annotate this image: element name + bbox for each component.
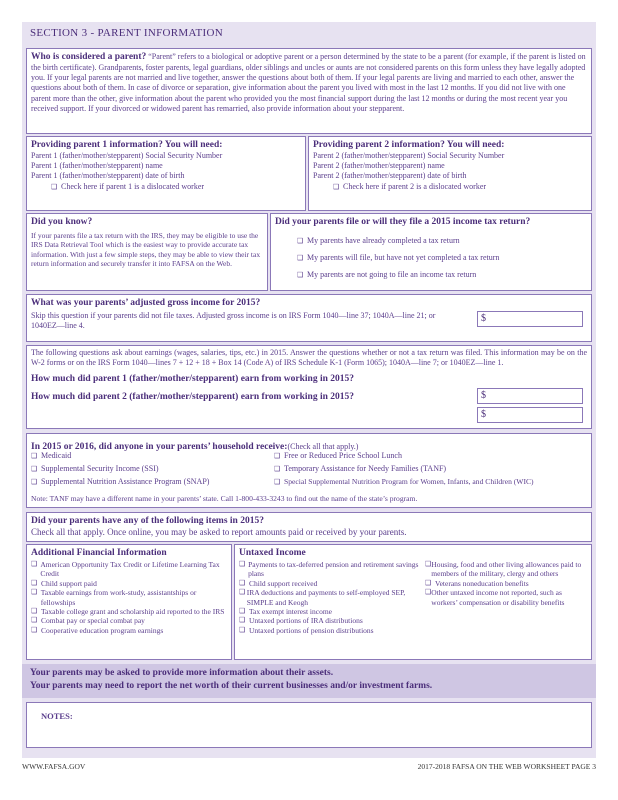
parent2-name-line: Parent 2 (father/mother/stepparent) name bbox=[313, 161, 445, 171]
tax-return-heading: Did your parents file or will they file a 2015 income tax return? bbox=[275, 217, 531, 227]
item-housing-allowances[interactable] bbox=[425, 560, 587, 579]
parent1-name-line: Parent 1 (father/mother/stepparent) name bbox=[31, 161, 163, 171]
checkbox-icon[interactable]: ❑ bbox=[297, 254, 304, 263]
item-label: Taxable college grant and scholarship aid reported to the IRS bbox=[41, 607, 225, 617]
item-label: Payments to tax-deferred pension and retirement savings plans bbox=[248, 560, 419, 579]
benefit-label: Free or Reduced Price School Lunch bbox=[284, 451, 402, 460]
parent1-dob-line: Parent 1 (father/mother/stepparent) date of birth bbox=[31, 171, 185, 181]
assets-line-1: Your parents may be asked to provide more information about their assets. bbox=[30, 668, 334, 678]
earnings-parent2-question: How much did parent 2 (father/mother/stepparent) earn from working in 2015? bbox=[31, 392, 354, 403]
item-label: Child support paid bbox=[41, 578, 97, 588]
checkbox-icon[interactable]: ❑ bbox=[425, 560, 432, 568]
item-label: IRA deductions and payments to self-employed SEP, SIMPLE and Keogh bbox=[246, 588, 406, 607]
item-ira-deductions[interactable] bbox=[239, 588, 419, 607]
parent2-dob-line: Parent 2 (father/mother/stepparent) date of birth bbox=[313, 171, 467, 181]
items-col2-title: Untaxed Income bbox=[239, 548, 306, 558]
benefit-medicaid[interactable] bbox=[31, 451, 261, 461]
assets-line-2: Your parents may need to report the net worth of their current businesses and/or investment farms. bbox=[30, 681, 433, 691]
item-label: Veterans noneducation benefits bbox=[435, 578, 529, 588]
benefits-heading: In 2015 or 2016, did anyone in your parents’ household receive: bbox=[31, 442, 288, 452]
checkbox-icon[interactable]: ❑ bbox=[333, 182, 340, 191]
benefit-snap[interactable] bbox=[31, 477, 261, 487]
items-heading: Did your parents have any of the following items in 2015? bbox=[31, 516, 264, 526]
footer-page-label: 2017-2018 FAFSA ON THE WEB WORKSHEET PAGE 3 bbox=[417, 762, 596, 771]
item-label: Untaxed portions of IRA distributions bbox=[249, 616, 363, 626]
tax-option-label: My parents are not going to file an income tax return bbox=[307, 270, 477, 280]
item-label: Housing, food and other living allowances paid to members of the military, clergy and others bbox=[431, 560, 582, 579]
parent2-dislocated-label: Check here if parent 2 is a dislocated worker bbox=[343, 181, 487, 191]
item-label: Other untaxed income not reported, such as workers’ compensation or disability benefits bbox=[431, 588, 565, 607]
benefit-label: Supplemental Security Income (SSI) bbox=[41, 464, 159, 474]
parent2-dislocated-row[interactable] bbox=[313, 182, 587, 192]
assets-band bbox=[22, 664, 596, 698]
earnings-intro: The following questions ask about earnings (wages, salaries, tips, etc.) in 2015. Answer the questions whether or not a tax return was filed. This information may be on the W-2 forms or on the IRS Form 1040—lines 7 + 12 + 18 + Box 14 (Code A) of IRS Schedule K-1 (Form 1065); 1040A—line 7; or 1040EZ—line 1. bbox=[31, 348, 587, 368]
item-label: Cooperative education program earnings bbox=[41, 625, 164, 635]
checkbox-icon[interactable]: ❑ bbox=[274, 478, 281, 487]
checkbox-icon[interactable]: ❑ bbox=[31, 607, 38, 616]
tax-option-not-filing[interactable] bbox=[275, 270, 587, 280]
who-is-parent-text bbox=[31, 51, 587, 114]
item-label: Taxable earnings from work-study, assistantships or fellowships bbox=[40, 588, 197, 607]
checkbox-icon[interactable]: ❑ bbox=[51, 182, 58, 191]
checkbox-icon[interactable]: ❑ bbox=[239, 625, 246, 634]
item-label: Child support received bbox=[249, 578, 318, 588]
benefit-label: Temporary Assistance for Needy Families (TANF) bbox=[284, 464, 447, 474]
parent1-ssn-line: Parent 1 (father/mother/stepparent) Social Security Number bbox=[31, 151, 223, 160]
parent1-heading: Providing parent 1 information? You will need: bbox=[31, 140, 223, 150]
item-label: Tax exempt interest income bbox=[249, 607, 332, 617]
item-label: American Opportunity Tax Credit or Lifetime Learning Tax Credit bbox=[40, 560, 220, 579]
did-you-know-body: If your parents file a tax return with the IRS, they may be eligible to use the IRS Data Retrieval Tool which is the easiest way to provide accurate tax information. With just a few simple steps, they may be able to view their tax return information and securely transfer it into FAFSA on the Web. bbox=[31, 231, 261, 269]
items-subheading: Check all that apply. Once online, you may be asked to report amounts paid or received by your parents. bbox=[31, 527, 407, 537]
parent2-ssn-line: Parent 2 (father/mother/stepparent) Social Security Number bbox=[313, 151, 505, 160]
items-col3-list bbox=[425, 560, 587, 607]
tax-option-label: My parents have already completed a tax return bbox=[307, 236, 460, 245]
who-is-parent-body: “Parent” refers to a biological or adoptive parent or a person determined by the state to be a parent (for example, if the parent is listed on the birth certificate). Grandparents, foster parents, legal guardians, older siblings and uncles or aunts are not considered parents on this form unless they have legally adopted you. If your legal parents are not married and live together, answer the questions about both of them. If your legal parents are living and married to each other, answer the questions about both of them. In case of divorce or separation, give information about the parent you lived with most in the last 12 months. If you did not live with one parent more than the other, give information about the parent who provided you the most financial support during the last 12 months or during the most recent year you received support. If your divorced or widowed parent has remarried, also provide information about your stepparent. bbox=[31, 52, 586, 113]
item-other-untaxed[interactable] bbox=[425, 588, 587, 607]
parent1-dislocated-label: Check here if parent 1 is a dislocated worker bbox=[61, 181, 205, 191]
checkbox-icon[interactable]: ❑ bbox=[31, 616, 38, 625]
items-box bbox=[26, 512, 592, 542]
tax-option-label: My parents will file, but have not yet completed a tax return bbox=[307, 253, 500, 263]
item-combat-pay[interactable] bbox=[31, 616, 227, 625]
notes-box[interactable] bbox=[26, 702, 592, 748]
item-work-study[interactable] bbox=[31, 588, 227, 607]
checkbox-icon[interactable]: ❑ bbox=[297, 237, 304, 245]
item-pension-distributions[interactable] bbox=[239, 626, 419, 635]
parent1-earnings-field[interactable]: $ bbox=[477, 388, 583, 404]
checkbox-icon[interactable]: ❑ bbox=[239, 607, 246, 616]
checkbox-icon[interactable]: ❑ bbox=[31, 588, 38, 597]
parent2-heading: Providing parent 2 information? You will need: bbox=[313, 140, 505, 150]
checkbox-icon[interactable]: ❑ bbox=[274, 465, 281, 474]
benefit-school-lunch[interactable] bbox=[274, 451, 589, 461]
footer-url: WWW.FAFSA.GOV bbox=[22, 762, 86, 771]
items-col1-title: Additional Financial Information bbox=[31, 548, 167, 558]
parent2-earnings-field[interactable]: $ bbox=[477, 407, 583, 423]
item-coop-education[interactable] bbox=[31, 626, 227, 635]
tax-option-will-file[interactable] bbox=[275, 253, 587, 263]
benefits-left-column bbox=[31, 451, 261, 488]
item-label: Untaxed portions of pension distributions bbox=[249, 625, 374, 635]
checkbox-icon[interactable]: ❑ bbox=[425, 578, 432, 587]
benefits-heading-note: (Check all that apply.) bbox=[287, 442, 359, 451]
checkbox-icon[interactable]: ❑ bbox=[239, 588, 246, 597]
item-pension-payments[interactable] bbox=[239, 560, 419, 579]
parent1-box bbox=[26, 136, 306, 211]
benefit-wic[interactable] bbox=[274, 477, 589, 487]
checkbox-icon[interactable]: ❑ bbox=[31, 578, 38, 587]
who-is-parent-heading: Who is considered a parent? bbox=[31, 52, 147, 62]
item-label: Combat pay or special combat pay bbox=[41, 616, 145, 626]
checkbox-icon[interactable]: ❑ bbox=[239, 560, 246, 568]
item-aotc[interactable] bbox=[31, 560, 227, 579]
checkbox-icon[interactable]: ❑ bbox=[274, 452, 281, 460]
checkbox-icon[interactable]: ❑ bbox=[31, 560, 38, 568]
agi-heading: What was your parents’ adjusted gross income for 2015? bbox=[31, 298, 261, 308]
checkbox-icon[interactable]: ❑ bbox=[31, 465, 38, 474]
checkbox-icon[interactable]: ❑ bbox=[297, 271, 304, 280]
who-is-parent-box bbox=[26, 48, 592, 134]
benefit-label: Special Supplemental Nutrition Program for Women, Infants, and Children (WIC) bbox=[284, 477, 534, 487]
item-tax-exempt-interest[interactable] bbox=[239, 607, 419, 616]
checkbox-icon[interactable]: ❑ bbox=[31, 625, 38, 634]
benefit-ssi[interactable] bbox=[31, 464, 261, 474]
item-veterans-benefits[interactable] bbox=[425, 579, 587, 588]
notes-label: NOTES: bbox=[41, 711, 73, 721]
checkbox-icon[interactable]: ❑ bbox=[31, 478, 38, 487]
agi-body: Skip this question if your parents did not file taxes. Adjusted gross income is on IRS Form 1040—line 37; 1040A—line 21; or 1040EZ—line 4. bbox=[31, 311, 436, 331]
parent1-dislocated-row[interactable] bbox=[31, 182, 301, 192]
item-taxable-grant[interactable] bbox=[31, 607, 227, 616]
earnings-parent1-question: How much did parent 1 (father/mother/stepparent) earn from working in 2015? bbox=[31, 374, 354, 385]
section-title: SECTION 3 - PARENT INFORMATION bbox=[30, 27, 223, 39]
benefits-box bbox=[26, 433, 592, 508]
agi-amount-field[interactable]: $ bbox=[477, 311, 583, 327]
tax-return-box bbox=[270, 213, 592, 291]
benefits-right-column bbox=[274, 451, 589, 488]
benefits-note: Note: TANF may have a different name in your parents’ state. Call 1-800-433-3243 to find out the name of the state’s program. bbox=[31, 494, 418, 503]
checkbox-icon[interactable]: ❑ bbox=[239, 578, 246, 587]
checkbox-icon[interactable]: ❑ bbox=[425, 588, 432, 597]
checkbox-icon[interactable]: ❑ bbox=[31, 452, 38, 460]
did-you-know-heading: Did you know? bbox=[31, 217, 93, 227]
tax-option-completed[interactable] bbox=[275, 236, 587, 246]
items-col2-list bbox=[239, 560, 419, 635]
item-child-support-paid[interactable] bbox=[31, 579, 227, 588]
item-child-support-received[interactable] bbox=[239, 579, 419, 588]
items-col1-box bbox=[26, 544, 232, 660]
checkbox-icon[interactable]: ❑ bbox=[239, 616, 246, 625]
benefit-label: Supplemental Nutrition Assistance Program (SNAP) bbox=[41, 477, 210, 487]
items-col2-box bbox=[234, 544, 592, 660]
item-ira-distributions[interactable] bbox=[239, 616, 419, 625]
did-you-know-box bbox=[26, 213, 268, 291]
parent2-box bbox=[308, 136, 592, 211]
benefit-label: Medicaid bbox=[41, 451, 72, 460]
benefit-tanf[interactable] bbox=[274, 464, 589, 474]
